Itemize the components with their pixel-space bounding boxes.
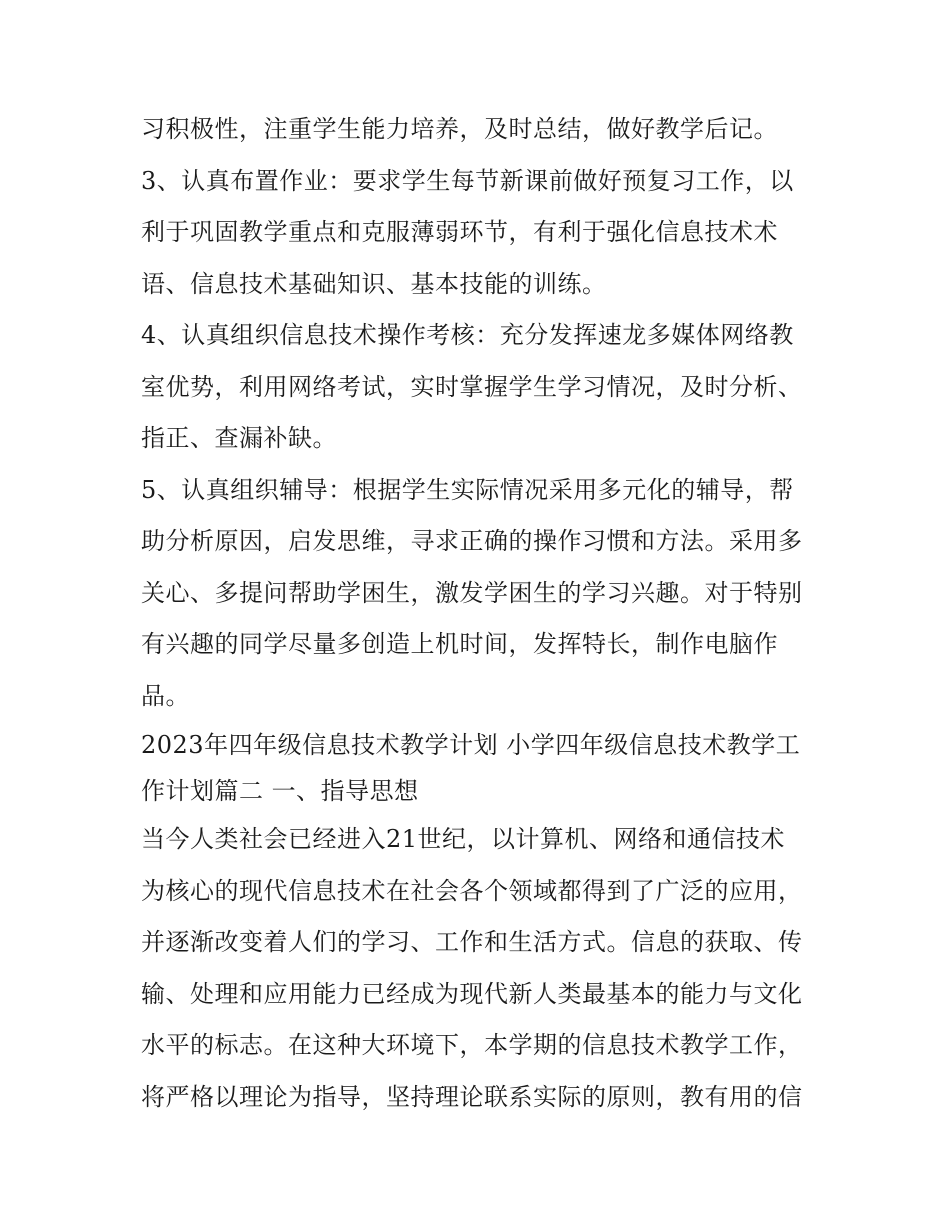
text-line: 5、认真组织辅导：根据学生实际情况采用多元化的辅导，帮 (141, 475, 794, 504)
section-heading-line: 2023年四年级信息技术教学计划 小学四年级信息技术教学工 (141, 731, 801, 759)
text-line: 水平的标志。在这种大环境下，本学期的信息技术教学工作， (141, 1031, 803, 1059)
document-body (141, 104, 821, 1123)
text-line: 并逐渐改变着人们的学习、工作和生活方式。信息的获取、传 (141, 928, 803, 956)
text-line: 语、信息技术基础知识、基本技能的训练。 (141, 269, 607, 298)
text-line: 输、处理和应用能力已经成为现代新人类最基本的能力与文化 (141, 979, 803, 1008)
text-line: 有兴趣的同学尽量多创造上机时间，发挥特长，制作电脑作 (141, 630, 778, 658)
text-line: 利于巩固教学重点和克服薄弱环节，有利于强化信息技术术 (141, 218, 778, 246)
text-line: 3、认真布置作业：要求学生每节新课前做好预复习工作，以 (141, 166, 794, 195)
text-line: 助分析原因，启发思维，寻求正确的操作习惯和方法。采用多 (141, 527, 803, 555)
text-line: 4、认真组织信息技术操作考核：充分发挥速龙多媒体网络教 (141, 321, 794, 349)
text-line: 品。 (141, 681, 190, 710)
text-line: 关心、多提问帮助学困生，激发学困生的学习兴趣。对于特别 (141, 578, 803, 607)
text-line: 将严格以理论为指导，坚持理论联系实际的原则，教有用的信 (141, 1082, 803, 1111)
section-heading-line: 作计划篇二 一、指导思想 (141, 777, 419, 805)
text-line: 当今人类社会已经进入21世纪，以计算机、网络和通信技术 (141, 825, 786, 853)
text-line: 室优势，利用网络考试，实时掌握学生学习情况，及时分析、 (141, 372, 803, 401)
text-line: 指正、查漏补缺。 (141, 424, 337, 452)
text-line: 为核心的现代信息技术在社会各个领域都得到了广泛的应用， (141, 876, 803, 905)
text-line: 习积极性，注重学生能力培养，及时总结，做好教学后记。 (141, 115, 778, 143)
